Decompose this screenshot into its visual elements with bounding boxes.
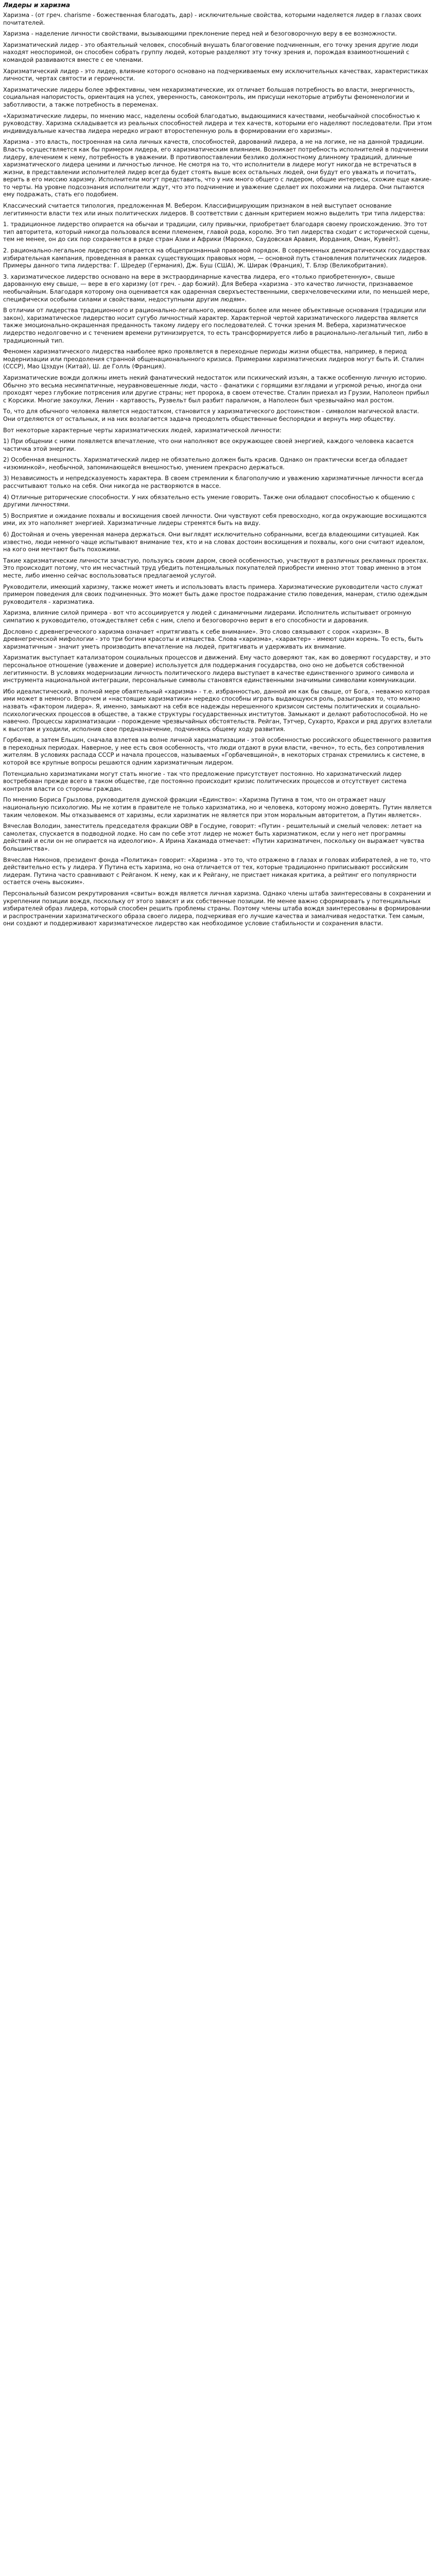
paragraph: Харизма, влияние силой примера - вот что ассоциируется у людей с динамичными лидерами. Исполнитель испытывает огромную симпатию к руководителю, отождествляет себя с ним, слепо и безоговорочно верит в его способности и дарования. [3, 609, 411, 624]
paragraph: Харизматические вожди должны иметь некий фанатический недостаток или психический изъян, а также особенную личную историю. Обычно это весьма несимпатичные, неуравновешенные люди, часто - фанатики с горящими взглядами и угрюмой речью, иногда они проходят через глубокие потрясения или другие страны; нет пророка, в своем отечестве. Сталин приехал из Грузии, Наполеон прибыл с Корсики. Многие закоулки, Ленин - картавость, Рузвельт был разбит параличом, а Наполеон был чрезвычайно мал ростом. [3, 374, 429, 404]
paragraph: 2) Особенная внешность. Харизматический лидер не обязательно должен быть красив. Однако он практически всегда обладает «изюминкой», необычной, запоминающейся внешностью, умением прекрасно держаться. [3, 456, 408, 471]
paragraph: По мнению Бориса Грызлова, руководителя думской фракции «Единство»: «Харизма Путина в том, что он отражает нашу национальную психологию. Мы не хотим в правителе не только харизматика, но и человека, которому можно доверять. Путин является таким человеком. Мы отказываемся от харизмы, если харизматик не является при этом моральным авторитетом, а Путин является». [3, 796, 432, 819]
paragraph: Вот некоторые характерные черты харизматических людей, харизматической личности: [3, 426, 282, 434]
paragraph: 1) При общении с ними появляется впечатление, что они наполняют все окружающее своей энергией, каждого человека касается частичка этой энергии. [3, 437, 414, 452]
paragraph: Харизматик выступает катализатором социальных процессов и движений. Ему часто доверяют так, как во доверяют государству, и это персональное отношение (уважение и доверие) используется для поддержания государства, оно оно не добьется собственной легитимности. В условиях модернизации личность политического лидера выступает в качестве единственного зримого символа и инструмента национальной интеграции, персональные символы становятся единственными значимыми символами коммуникации. [3, 654, 431, 684]
paragraph: То, что для обычного человека является недостатком, становится у харизматического достоинством - символом магической власти. Они отделяются от остальных, и на них возлагается задача преодолеть общественные беспорядки и вернуть мир обществу. [3, 408, 420, 422]
paragraph: Харизматические лидеры более эффективны, чем нехаризматические, их отличает большая потребность во власти, энергичность, социальная напористость, ориентация на успех, уверенность, самоконтроль, им присущи некоторые атрибуты феноменологии и заботливости, а также потребность в переменах. [3, 86, 415, 108]
paragraph: Ибо идеалистический, в полной мере обаятельный «харизма» - т.е. избранностью, данной им как бы свыше, от Бога, - неважно которая ими может в немного. Впрочем и «настоящие харизматики» нередко способны играть выдающуюся роль, разыгрывая то, что можно назвать «фактором лидера». Я, именно, замыкают на себя все надежды нерешенного кризисом системы политических и социально-психологических процессов в обществе, а также структуры государственных институтов. Замыкают и делают работоспособной. Но не навечно. Процессы харизматизации - порождение чрезвычайных обстоятельств. Рейган, Тэтчер, Сухарто, Крахси и ряд других взлетали к высотам и уходили, исполнив свое предназначение, подчиняясь общему ходу развития. [3, 687, 432, 733]
article-body [3, 11, 433, 927]
paragraph: 5) Восприятие и ожидание похвалы и восхищения своей личности. Они чувствуют себя превосходно, когда окружающие восхищаются ими, их это наполняет энергией. Харизматичные лидеры стремятся быть на виду. [3, 512, 427, 527]
paragraph: Персональный базисом рекрутирования «свиты» вождя является личная харизма. Однако члены штаба заинтересованы в сохранении и укреплении позиции вождя, поскольку от этого зависят и их собственные позиции. Не менее важно сформировать у потенциальных избирателей образ лидера, который способен решить проблемы страны. Поэтому члены штаба вождя заинтересованы в формировании и распространении харизматического образа своего лидера, подчеркивая его лучшие качества и замалчивая недостатки. Тем самым, они создают и поддерживают харизматическое лидерство как необходимое условие стабильности и сохранения власти. [3, 889, 431, 927]
paragraph: Горбачев, а затем Ельцин, сначала взлетев на волне личной харизматизации - этой особенностью российского общественного развития в переходных периодах. Наверное, у нее есть своя особенность, что люди отдают в руки власти, «вечно», то есть, без сопротивления жителям. В условиях распада СССР и начала процессов, называемых «Горбачевщиной», в некоторых странах стремились к системе, в которой все крупные вопросы решаются одним харизматичным лидером. [3, 736, 431, 767]
paragraph: Харизма - это власть, построенная на сила личных качеств, способностей, дарований лидера, а не на логике, не на данной традиции. Власть осуществляется как бы примером лидера, его харизматическим влиянием. Возникает потребность исполнителей в подчинении лидеру, влечением к нему, потребность в уважении. В противопоставлении безлико должностному длинному традиций, длинные харизматического лидера ценими и личностью личное. Не смотря на то, что исполнители в лидере могут никогда не встречаться в жизни, в представлении исполнителей лидер всегда будет стоять выше всех остальных людей, они будут его уважать и почитать, верить в его миссию харизму. Исполнители могут представить, что у них много общего с лидером, общие интересы, схожие еще какие-то черты. На уровне подсознания исполнители ждут, что это подчинение и уважение сделает их похожими на лидера. Они пытаются ему подражать, стать его подобием. [3, 138, 432, 198]
paragraph: В отличии от лидерства традиционного и рационально-легального, имеющих более или менее объективные основания (традиции или закон), харизматическое лидерство носит сугубо личностный характер. Характерной чертой харизматического лидерства является также эмоционально-окрашенная преданность такому лидеру его последователей. С точки зрения М. Вебера, харизматическое лидерство недолговечно и с течением времени рутинизируется, то есть трансформируется либо в рационально-легальный тип, либо в традиционный тип. [3, 307, 428, 344]
paragraph: Такие харизматические личности зачастую, пользуясь своим даром, своей особенностью, участвуют в различных рекламных проектах. Это происходит потому, что им несчастный труд убедить потенциальных покупателей приобрести именно этот товар именно в этом месте, либо именно сейчас воспользоваться предлагаемой услугой. [3, 556, 429, 579]
paragraph: Харизматический лидер - это лидер, влияние которого основано на подчеркиваемых ему исключительных качествах, характеристиках личности, чертах святости и героичности. [3, 67, 428, 82]
paragraph: «Харизматические лидеры, по мнению масс, наделены особой благодатью, выдающимися качествами, необычайной способностью к руководству. Харизма складывается из реальных способностей лидера и тех качеств, которыми его наделяют последователи. При этом индивидуальные качества лидера нередко играют второстепенную роль в формировании его харизмы». [3, 112, 432, 134]
paragraph: Потенциально харизматиками могут стать многие - так что предложение присутствует постоянно. Но харизматический лидер востребован прежде всего в таком обществе, где постоянно происходит кризис политических процессов и отсутствует система контроля власти со стороны граждан. [3, 770, 407, 792]
paragraph: Вячеслав Володин, заместитель председателя фракции ОВР в Госдуме, говорит: «Путин - решительный и смелый человек: летает на самолетах, спускается в подводной лодке. Но сам по себе этот лидер не может быть харизматиком, если у него нет программы действий и если он не опирается на идеологию». А Ирина Хакамада отмечает: «Путин харизматичен, поскольку он выражает чувства большинства». [3, 822, 425, 852]
paragraph: 4) Отличные риторические способности. У них обязательно есть умение говорить. Также они обладают способностью к общению с другими личностями. [3, 493, 415, 509]
paragraph: Дословно с древнегреческого харизма означает «притягивать к себе внимание». Это слово связывают с сорок «харизм». В древнегреческой мифологии - это три богини красоты и изящества. Слова «харизма», «характер» - имеют один корень. То есть, быть харизматичным - значит уметь производить впечатление на людей, притягивать и удерживать их внимание. [3, 628, 424, 650]
paragraph: 6) Достойная и очень уверенная манера держаться. Они выглядят исключительно собранными, всегда владеющими ситуацией. Как известно, люди немного чаще испытывают внимание тех, кто и на словах достоин восхищения и похвалы, кого они считают идеалом, на кого они мечтают быть похожими. [3, 531, 425, 553]
paragraph: Феномен харизматического лидерства наиболее ярко проявляется в переходные периоды жизни общества, например, в период модернизации или преодоления странной общенациональнного кризиса. Примерами харизматических лидеров могут быть И. Сталин (СССР), Мао Цзэдун (Китай), Ш. де Голль (Франция). [3, 348, 424, 370]
paragraph: 2. рационально-легальное лидерство опирается на общепризнанный правовой порядок. В современных демократических государствах избирательная кампания, проведенная в рамках существующих правовых норм, — основной путь становления политических лидеров. Примеры данного типа лидерства: Г. Шредер (Германия), Дж. Буш (США), Ж. Ширак (Франция), Т. Блэр (Великобритания). [3, 247, 430, 269]
paragraph: 1. традиционное лидерство опирается на обычаи и традиции, силу привычки, приобретает благодаря своему происхождению. Это тот тип авторитета, который никогда пользовался всеми племенем, главой рода, королю. Эго тип лидерства сходит с исторической сцены, тем не менее, он до сих пор сохраняется в ряде стран Азии и Африки (Марокко, Саудовская Аравия, Иордания, Оман, Кувейт). [3, 221, 430, 243]
paragraph: 3) Независимость и непредсказуемость характера. В своем стремлении к благополучию и уважению харизматичные личности всегда рассчитывают только на себя. Они никогда не растворяются в массе. [3, 474, 424, 490]
paragraph: Вячеслав Никонов, президент фонда «Политика» говорит: «Харизма - это то, что отражено в глазах и головах избирателей, а не то, что действительно есть у лидера. У Путина есть харизма, но она отличается от тех, которые традиционно приписывают российским лидерам. Путина часто сравнивают с Рейганом. К нему, как и к Рейгану, не пристает никакая критика, а рейтинг его популярности остается очень высоким». [3, 856, 431, 886]
paragraph: 3. харизматическое лидерство основано на вере в экстраординарные качества лидера, его «только приобретенную», свыше дарованную ему свыше, — вере в его харизму (от греч. - дар божий). Для Вебера «харизма - это качество личности, признаваемое необычайным. Благодаря которому она оценивается как одаренная сверхъестественными, сверхчеловеческими или, по меньшей мере, специфически особыми силами и свойствами, недоступными другим людям». [3, 273, 430, 303]
paragraph: Харизматический лидер - это обаятельный человек, способный внушать благоговение подчиненным, его точку зрения другие люди находят неоспоримой, он способен собрать группу людей, которые разделяют эту точку зрения и, порождая взаимоотношений с командой развиваются вместе с ее членами. [3, 41, 418, 63]
paragraph: Руководители, имеющий харизму, также может иметь и использовать власть примера. Харизматические руководители часто служат примером поведения для своих подчиненных. Это может быть даже простое подражание стилю поведения, манерам, стилю одеждым руководителя - харизматика. [3, 583, 428, 605]
paragraph: Классический считается типология, предложенная М. Вебером. Классифицирующим признаком в ней выступает основание легитимности власти тех или иных политических лидеров. В соответствии с данным критерием можно выделить три типа лидерства: [3, 202, 425, 217]
page-title: Лидеры и харизма [3, 2, 71, 9]
document-page [0, 0, 436, 935]
paragraph: Харизма - (от греч. charisme - божественная благодать, дар) - исключительные свойства, которыми наделяется лидер в глазах своих почитателей. [3, 11, 422, 26]
paragraph: Харизма - наделение личности свойствами, вызывающими преклонение перед ней и безоговорочную веру в ее возможности. [3, 30, 397, 38]
